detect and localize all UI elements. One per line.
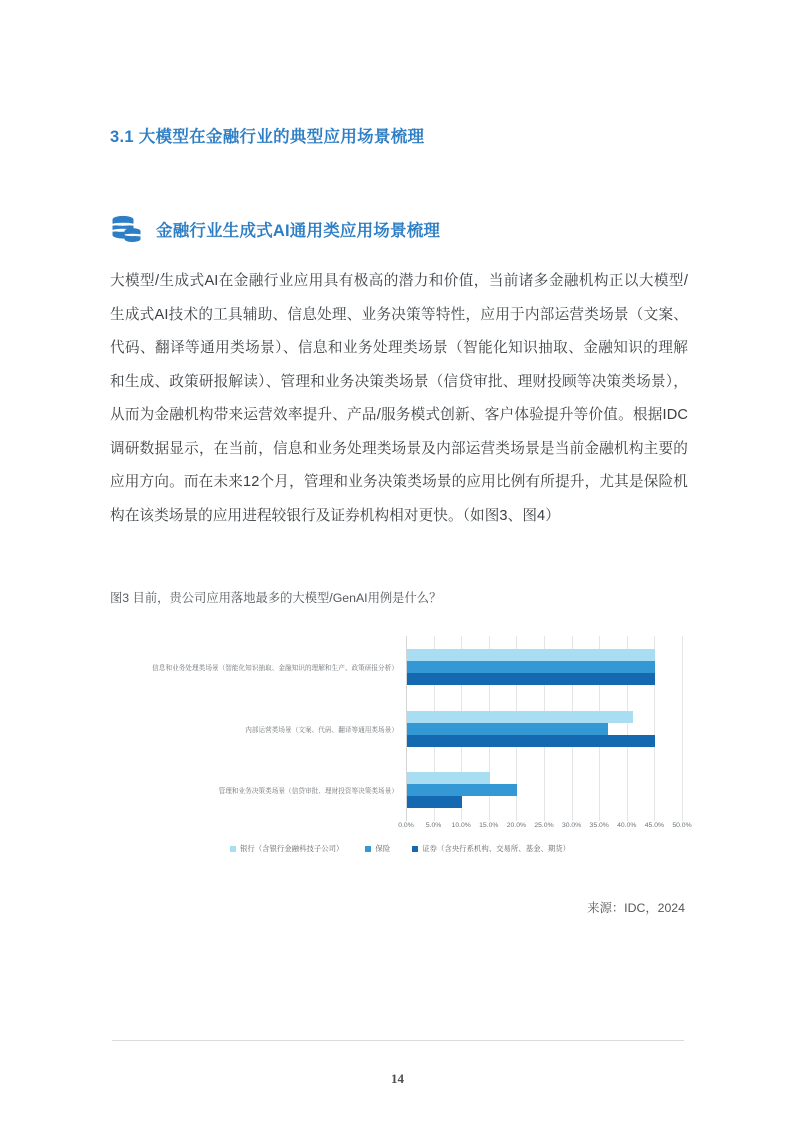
chart-bars-area	[406, 636, 682, 821]
chart-x-tick-label: 15.0%	[479, 822, 499, 829]
chart-category-label: 信息和业务处理类场景（智能化知识抽取、金融知识的理解和生产、政策研报分析）	[152, 664, 398, 672]
chart-gridline	[682, 636, 683, 821]
chart-x-tick-label: 25.0%	[534, 822, 554, 829]
chart-legend-item[interactable]	[412, 843, 570, 854]
chart-category-label: 内部运营类场景（文案、代码、翻译等通用类场景）	[245, 726, 398, 734]
database-stack-icon	[110, 212, 144, 246]
bar-chart	[110, 636, 690, 874]
chart-legend	[110, 843, 690, 854]
chart-legend-swatch	[412, 846, 418, 852]
chart-x-tick-label: 30.0%	[561, 822, 582, 829]
chart-bar	[407, 772, 490, 784]
chart-legend-label: 银行（含银行金融科技子公司）	[239, 844, 344, 853]
chart-plot-area	[110, 636, 690, 821]
chart-x-tick-label: 35.0%	[589, 822, 609, 829]
footer-divider	[112, 1040, 684, 1041]
chart-bar	[407, 711, 633, 723]
subsection-title: 金融行业生成式AI通用类应用场景梳理	[156, 222, 441, 240]
chart-category-labels	[110, 636, 402, 821]
chart-legend-swatch	[365, 846, 371, 852]
page-title: 3.1 大模型在金融行业的典型应用场景梳理	[110, 128, 425, 146]
chart-legend-item[interactable]	[230, 843, 343, 854]
chart-x-tick-label: 45.0%	[644, 822, 665, 829]
chart-x-tick-label: 5.0%	[425, 822, 442, 829]
chart-legend-label: 保险	[375, 844, 391, 853]
chart-legend-item[interactable]	[365, 843, 390, 854]
page-number: 14	[391, 1071, 404, 1086]
chart-x-tick-label: 20.0%	[506, 822, 527, 829]
chart-bar	[407, 784, 517, 796]
chart-category-label: 管理和业务决策类场景（信贷审批、理财投资等决策类场景）	[218, 788, 398, 796]
chart-legend-swatch	[230, 846, 236, 852]
source-note: 来源：IDC，2024	[587, 901, 685, 915]
body-paragraph: 大模型/生成式AI在金融行业应用具有极高的潜力和价值，当前诸多金融机构正以大模型/生成式AI技术的工具辅助、信息处理、业务决策等特性，应用于内部运营类场景（文案、代码、翻译等通用类场景）、信息和业务处理类场景（智能化知识抽取、金融知识的理解和生成、政策研报解读）、管理和业务决策类场景（信贷审批、理财投顾等决策类场景），从而为金融机构带来运营效率提升、产品/服务模式创新、客户体验提升等价值。根据IDC调研数据显示，在当前，信息和业务处理类场景及内部运营类场景是当前金融机构主要的应用方向。而在未来12个月，管理和业务决策类场景的应用比例有所提升，尤其是保险机构在该类场景的应用进程较银行及证券机构相对更快。（如图3、图4）	[110, 273, 688, 524]
chart-x-tick-label: 50.0%	[672, 822, 692, 829]
chart-bar	[407, 723, 608, 735]
chart-bar	[407, 661, 655, 673]
chart-x-tick-label: 10.0%	[451, 822, 471, 829]
chart-bar	[407, 796, 462, 808]
chart-x-tick-label: 40.0%	[617, 822, 637, 829]
figure-caption: 图3 目前，贵公司应用落地最多的大模型/GenAI用例是什么？	[110, 591, 442, 605]
chart-bar	[407, 673, 655, 685]
chart-x-tick-label: 0.0%	[398, 822, 414, 829]
subsection-heading	[110, 212, 440, 246]
chart-bar	[407, 735, 655, 747]
chart-x-axis-ticks	[398, 822, 692, 836]
chart-bar	[407, 649, 655, 661]
chart-legend-label: 证券（含央行系机构、交易所、基金、期货）	[422, 844, 571, 853]
